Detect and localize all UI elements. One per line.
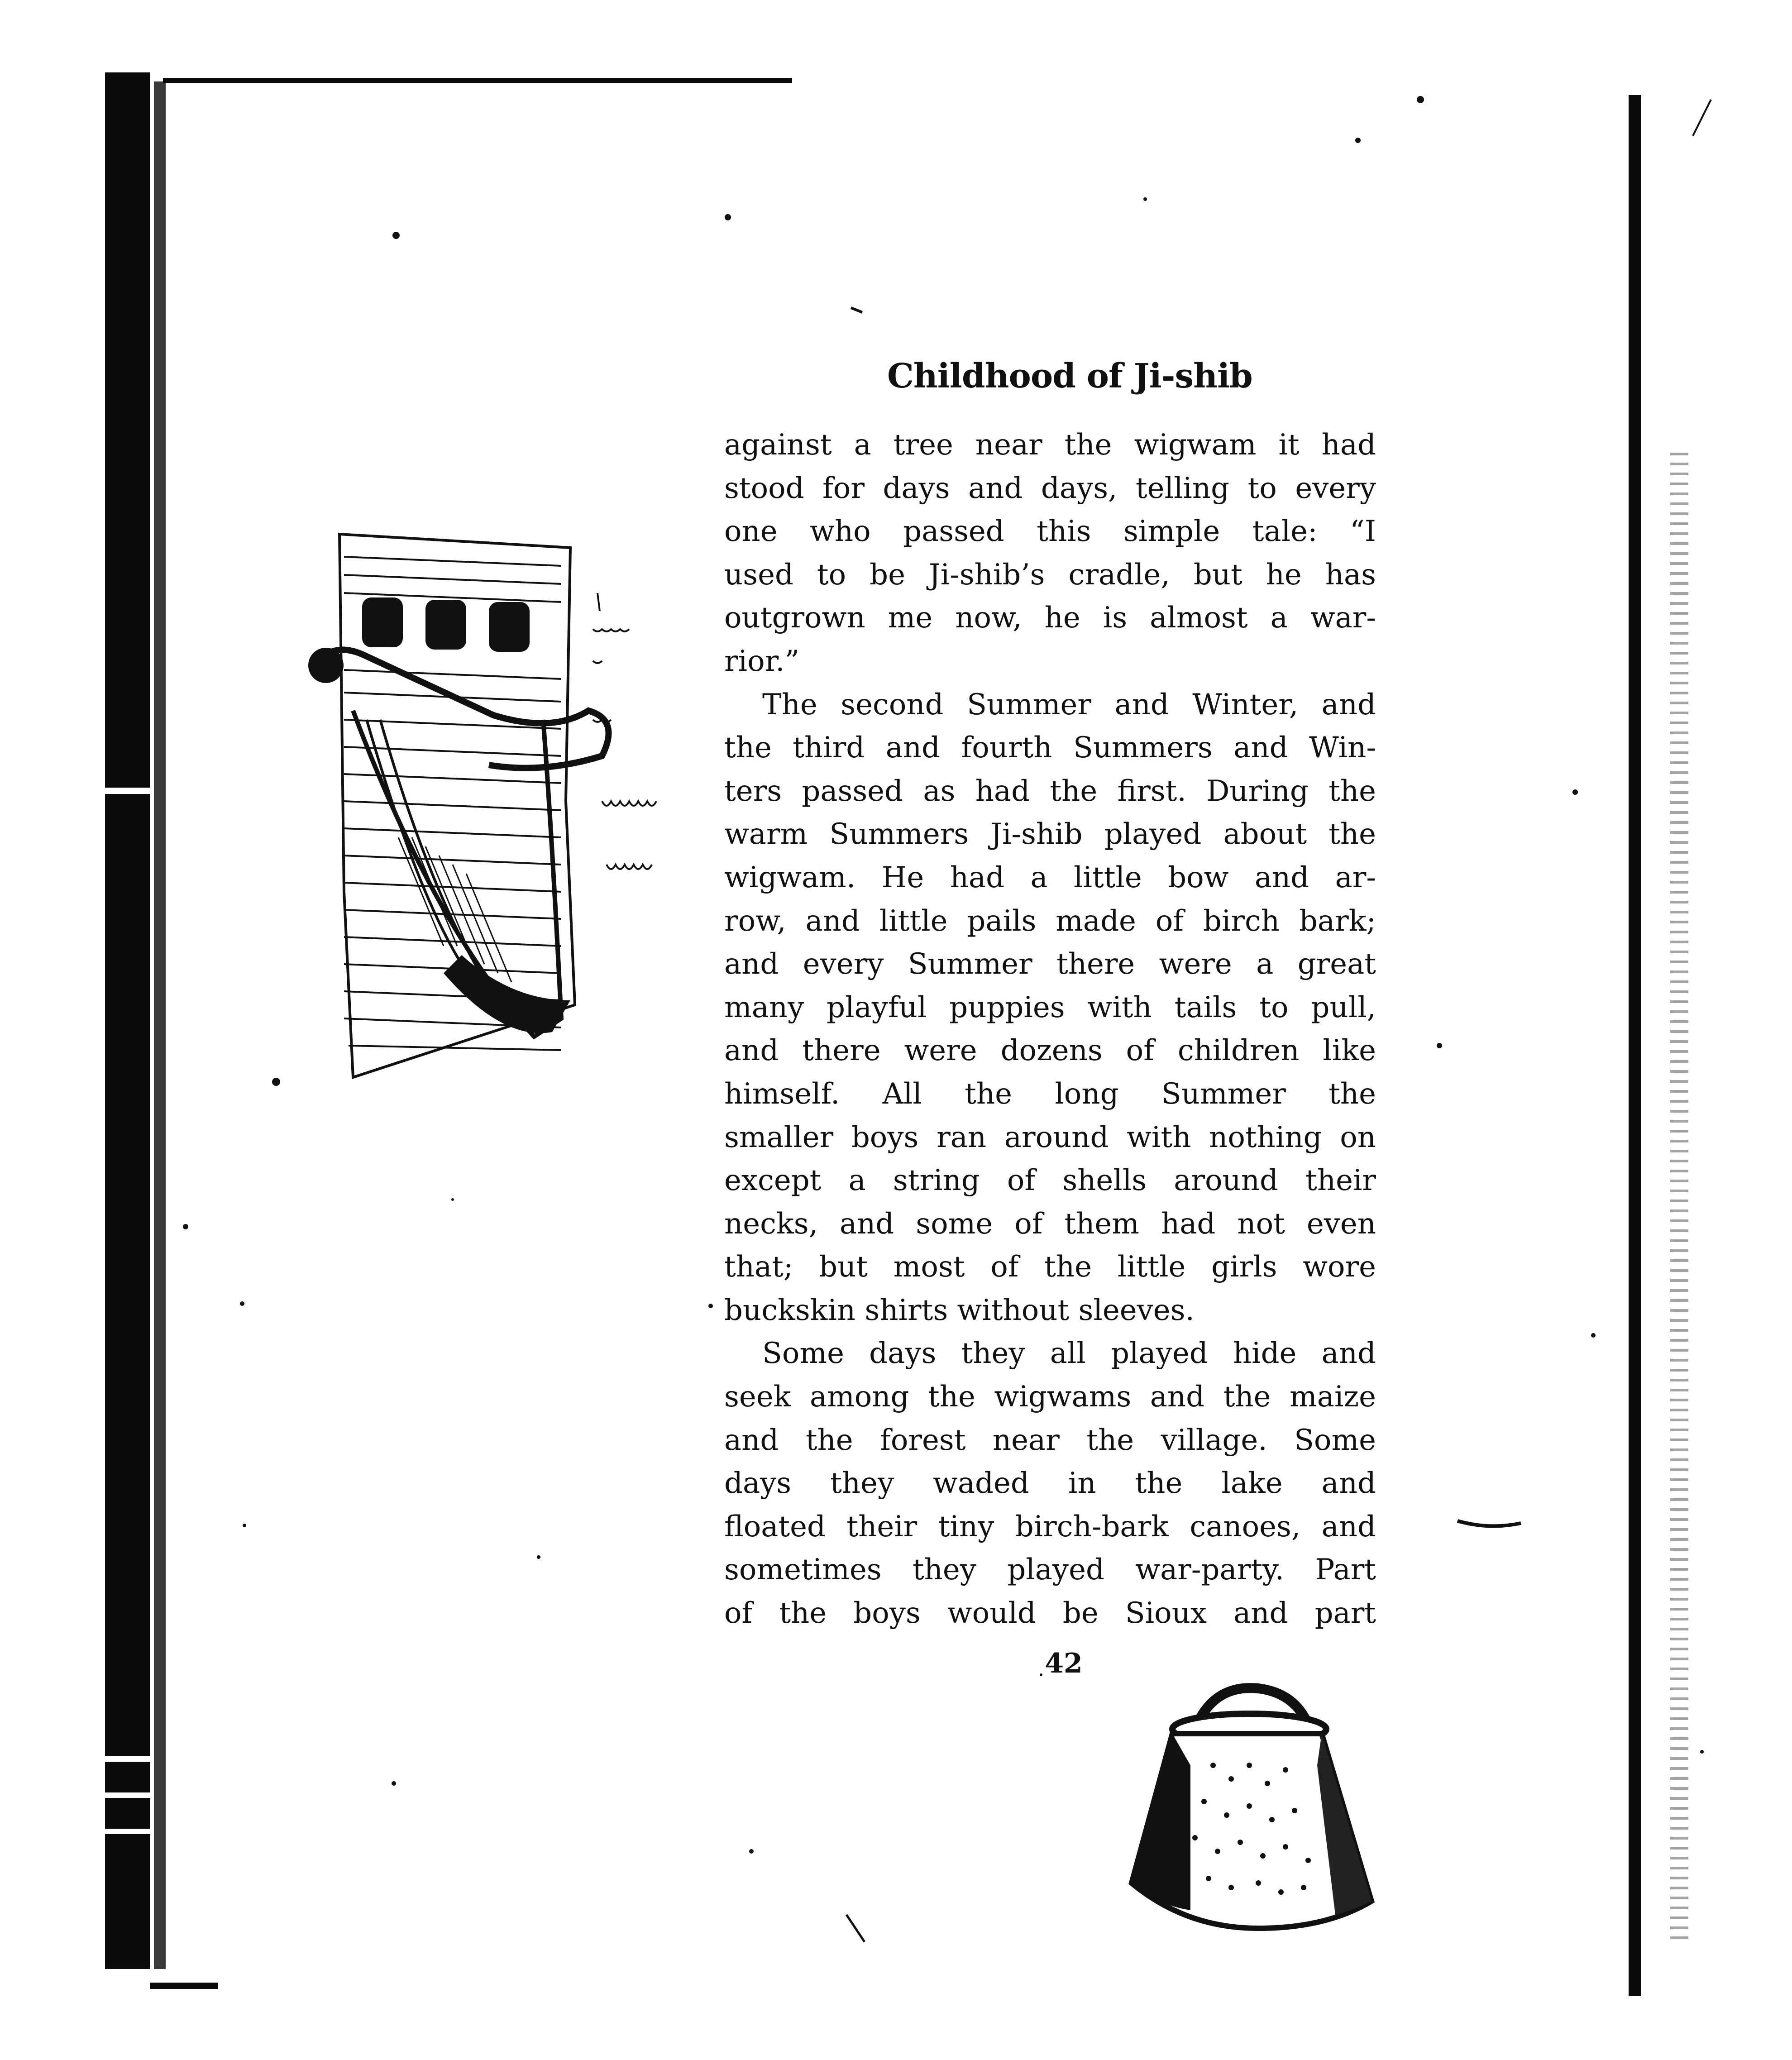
text-line: sometimes they played war-party. Part (724, 1553, 1376, 1587)
text-line: seek among the wigwams and the maize (724, 1380, 1376, 1414)
page-number: 42 (1045, 1648, 1083, 1679)
text-line: that; but most of the little girls wore (724, 1250, 1376, 1284)
text-line: Some days they all played hide and (762, 1337, 1376, 1371)
text-line: one who passed this simple tale: “I (724, 515, 1376, 549)
text-line: of the boys would be Sioux and part (724, 1596, 1376, 1630)
text-line: against a tree near the wigwam it had (724, 428, 1376, 462)
text-line: except a string of shells around their (724, 1164, 1376, 1198)
text-line: used to be Ji-shib’s cradle, but he has (724, 558, 1376, 592)
text-line: ters passed as had the first. During the (724, 774, 1376, 808)
text-line: himself. All the long Summer the (724, 1077, 1376, 1111)
text-line: and every Summer there were a great (724, 947, 1376, 981)
text-line: outgrown me now, he is almost a war- (724, 601, 1376, 635)
body-text (724, 424, 1376, 1635)
text-line: row, and little pails made of birch bark; (724, 904, 1376, 938)
chapter-heading: Childhood of Ji-shib (887, 357, 1252, 396)
text-line: the third and fourth Summers and Win- (724, 731, 1376, 765)
handwritten-note-mark (588, 593, 706, 910)
text-line: smaller boys ran around with nothing on (724, 1120, 1376, 1154)
birch-bark-pail-illustration (1123, 1675, 1385, 1955)
text-line: days they waded in the lake and (724, 1467, 1376, 1501)
text-line: many playful puppies with tails to pull, (724, 990, 1376, 1024)
text-line: The second Summer and Winter, and (762, 688, 1376, 722)
text-line: wigwam. He had a little bow and ar- (724, 860, 1376, 894)
text-line: warm Summers Ji-shib played about the (724, 817, 1376, 851)
text-line: and the forest near the village. Some (724, 1423, 1376, 1457)
text-line: stood for days and days, telling to every (724, 471, 1376, 505)
text-line: floated their tiny birch-bark canoes, and (724, 1510, 1376, 1544)
text-line: rior.” (724, 644, 800, 678)
text-line: buckskin shirts without sleeves. (724, 1293, 1195, 1327)
text-line: necks, and some of them had not even (724, 1207, 1376, 1241)
text-line: and there were dozens of children like (724, 1034, 1376, 1068)
